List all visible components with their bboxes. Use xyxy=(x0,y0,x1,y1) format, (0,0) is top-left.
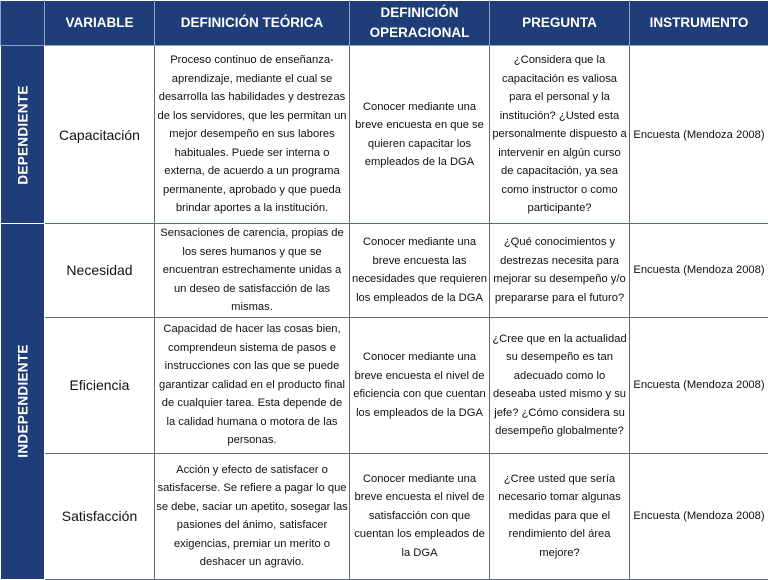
question-cell xyxy=(490,317,630,453)
instrument-cell xyxy=(630,46,768,224)
variable-cell: Necesidad xyxy=(45,224,155,318)
variable-cell: Eficiencia xyxy=(45,317,155,453)
theoretical-definition-text: Acción y efecto de satisfacer o satisfacerse. Se refiere a pagar lo que se debe, saciar un apetito, sosegar las pasiones del ánimo, satisfacer exigencias, premiar un merito o deshacer un agravio. xyxy=(155,461,349,572)
group-dependent xyxy=(1,46,45,224)
group-independent xyxy=(1,224,45,580)
header-instrument: INSTRUMENTO xyxy=(630,1,768,46)
table-row xyxy=(1,317,768,453)
table-row xyxy=(1,453,768,579)
operational-definition-text: Conocer mediante una breve encuesta el nivel de eficiencia con que cuentan los empleados de la DGA xyxy=(350,348,489,422)
instrument-cell xyxy=(630,453,768,579)
operational-definition-cell xyxy=(350,46,490,224)
instrument-cell xyxy=(630,224,768,318)
table-row xyxy=(1,46,768,224)
header-theoretical-definition: DEFINICIÓN TEÓRICA xyxy=(155,1,350,46)
question-text: ¿Cree usted que sería necesario tomar algunas medidas para que el rendimiento del área mejore? xyxy=(490,470,629,563)
theoretical-definition-text: Proceso continuo de enseñanza-aprendizaje, mediante el cual se desarrolla las habilidades y destrezas de los servidores, que les permitan un mejor desempeño en sus labores habituales. Puede ser interna o externa, de acuerdo a un programa permanente, aprobado y que pueda brindar aportes a la institución. xyxy=(155,51,349,218)
instrument-text: Encuesta (Mendoza 2008) xyxy=(630,129,768,141)
operational-definition-text: Conocer mediante una breve encuesta el nivel de satisfacción con que cuentan los empleados de la DGA xyxy=(350,470,489,563)
variable-cell: Capacitación xyxy=(45,46,155,224)
header-operational-definition: DEFINICIÓN OPERACIONAL xyxy=(350,1,490,46)
operational-definition-cell xyxy=(350,224,490,318)
operational-definition-text: Conocer mediante una breve encuesta las necesidades que requieren los empleados de la DGA xyxy=(350,233,489,307)
theoretical-definition-text: Sensaciones de carencia, propias de los seres humanos y que se encuentran estrechamente unidas a un deseo de satisfacción de las mismas. xyxy=(155,224,349,317)
instrument-text: Encuesta (Mendoza 2008) xyxy=(630,264,768,276)
header-question: PREGUNTA xyxy=(490,1,630,46)
group-independent-label: INDEPENDIENTE xyxy=(15,345,30,458)
question-text: ¿Qué conocimientos y destrezas necesita para mejorar su desempeño y/o prepararse para el futuro? xyxy=(490,233,629,307)
question-cell xyxy=(490,46,630,224)
instrument-text: Encuesta (Mendoza 2008) xyxy=(630,379,768,391)
operational-definition-cell xyxy=(350,317,490,453)
question-text: ¿Cree que en la actualidad su desempeño es tan adecuado como lo deseaba usted mismo y su jefe? ¿Cómo considera su desempeño globalmente? xyxy=(490,330,629,441)
operational-definition-text: Conocer mediante una breve encuesta en que se quieren capacitar los empleados de la DGA xyxy=(350,98,489,172)
variable-cell: Satisfacción xyxy=(45,453,155,579)
theoretical-definition-cell xyxy=(155,46,350,224)
header-variable: VARIABLE xyxy=(45,1,155,46)
operational-definition-cell xyxy=(350,453,490,579)
theoretical-definition-cell xyxy=(155,453,350,579)
theoretical-definition-cell xyxy=(155,224,350,318)
question-text: ¿Considera que la capacitación es valiosa para el personal y la institución? ¿Usted esta personalmente dispuesto a intervenir en algún curso de capacitación, ya sea como instructor o como participante? xyxy=(490,51,629,218)
question-cell xyxy=(490,453,630,579)
instrument-text: Encuesta (Mendoza 2008) xyxy=(630,510,768,522)
theoretical-definition-cell xyxy=(155,317,350,453)
group-dependent-label: DEPENDIENTE xyxy=(15,85,30,184)
theoretical-definition-text: Capacidad de hacer las cosas bien, comprendeun sistema de pasos e instrucciones con las que se puede garantizar calidad en el producto final de cualquier tarea. Esta depende de la calidad humana o motora de las personas. xyxy=(155,320,349,450)
question-cell xyxy=(490,224,630,318)
header-row xyxy=(1,1,768,46)
table-row xyxy=(1,224,768,318)
instrument-cell xyxy=(630,317,768,453)
header-corner xyxy=(1,1,45,46)
